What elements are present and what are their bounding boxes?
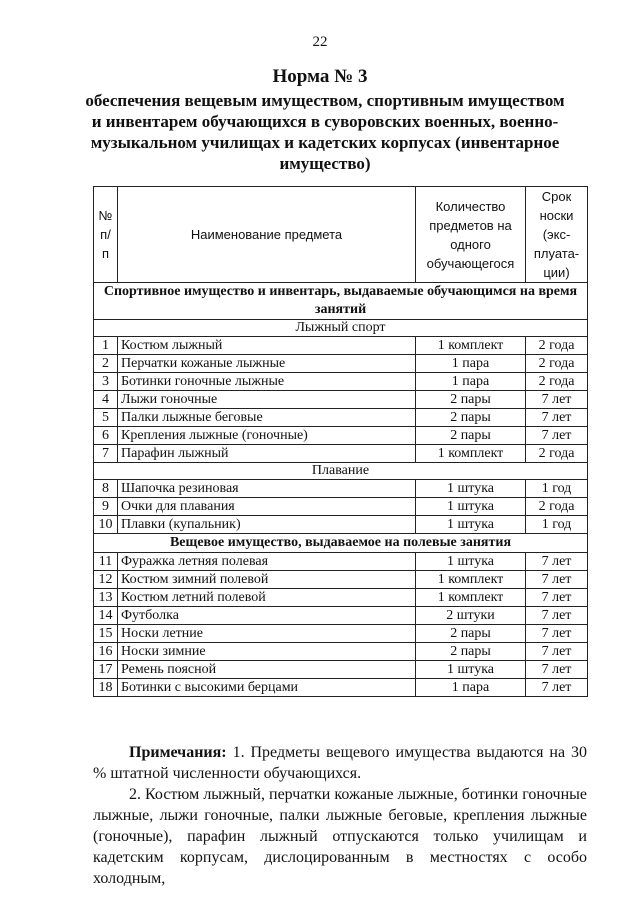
notes xyxy=(93,742,587,889)
table-row xyxy=(94,373,588,391)
section-sport-inventory-label: Спортивное имущество и инвентарь, выдаваемые обучающимся на время занятий xyxy=(94,283,588,320)
page-number: 22 xyxy=(312,34,328,50)
row-term: 1 год xyxy=(526,516,588,534)
table-row xyxy=(94,427,588,445)
notes-heading: Примечания: xyxy=(129,744,227,761)
row-quantity: 1 комплект xyxy=(416,589,526,607)
row-term: 2 года xyxy=(526,355,588,373)
row-number: 6 xyxy=(94,427,118,445)
row-term: 2 года xyxy=(526,337,588,355)
table-row xyxy=(94,409,588,427)
row-item-name: Ботинки гоночные лыжные xyxy=(118,373,416,391)
table-row xyxy=(94,445,588,463)
row-number: 9 xyxy=(94,498,118,516)
table-row xyxy=(94,589,588,607)
row-term: 7 лет xyxy=(526,625,588,643)
row-number: 1 xyxy=(94,337,118,355)
row-number: 15 xyxy=(94,625,118,643)
row-item-name: Ботинки с высокими берцами xyxy=(118,679,416,697)
row-quantity: 1 комплект xyxy=(416,571,526,589)
row-term: 2 года xyxy=(526,445,588,463)
row-quantity: 1 штука xyxy=(416,553,526,571)
row-quantity: 1 комплект xyxy=(416,337,526,355)
row-number: 4 xyxy=(94,391,118,409)
row-term: 1 год xyxy=(526,480,588,498)
row-item-name: Носки зимние xyxy=(118,643,416,661)
row-term: 7 лет xyxy=(526,661,588,679)
row-item-name: Лыжи гоночные xyxy=(118,391,416,409)
row-quantity: 2 штуки xyxy=(416,607,526,625)
row-quantity: 2 пары xyxy=(416,409,526,427)
row-term: 7 лет xyxy=(526,643,588,661)
subsection-swimming xyxy=(94,463,588,480)
document-title: Норма № 3 xyxy=(272,66,368,87)
row-item-name: Шапочка резиновая xyxy=(118,480,416,498)
row-number: 14 xyxy=(94,607,118,625)
note-1-text: 1. Предметы вещевого имущества выдаются на 30 % штатной численности обучающихся. xyxy=(93,744,588,782)
table-row xyxy=(94,571,588,589)
row-quantity: 1 штука xyxy=(416,661,526,679)
table-row xyxy=(94,661,588,679)
row-item-name: Ремень поясной xyxy=(118,661,416,679)
table-row xyxy=(94,498,588,516)
row-item-name: Очки для плавания xyxy=(118,498,416,516)
table-row xyxy=(94,391,588,409)
row-item-name: Палки лыжные беговые xyxy=(118,409,416,427)
row-item-name: Перчатки кожаные лыжные xyxy=(118,355,416,373)
row-quantity: 1 комплект xyxy=(416,445,526,463)
row-number: 10 xyxy=(94,516,118,534)
row-item-name: Футболка xyxy=(118,607,416,625)
table-row xyxy=(94,355,588,373)
row-item-name: Костюм лыжный xyxy=(118,337,416,355)
table-row xyxy=(94,516,588,534)
row-number: 13 xyxy=(94,589,118,607)
row-quantity: 1 пара xyxy=(416,355,526,373)
row-number: 17 xyxy=(94,661,118,679)
row-term: 7 лет xyxy=(526,589,588,607)
row-quantity: 1 штука xyxy=(416,516,526,534)
header-term: Срок носки (экс-плуата-ции) xyxy=(526,187,588,283)
table-row xyxy=(94,480,588,498)
row-term: 7 лет xyxy=(526,553,588,571)
table-row xyxy=(94,337,588,355)
row-item-name: Парафин лыжный xyxy=(118,445,416,463)
row-number: 2 xyxy=(94,355,118,373)
row-quantity: 2 пары xyxy=(416,625,526,643)
row-term: 7 лет xyxy=(526,607,588,625)
row-number: 8 xyxy=(94,480,118,498)
table-row xyxy=(94,643,588,661)
section-field-clothing xyxy=(94,534,588,553)
row-quantity: 2 пары xyxy=(416,391,526,409)
row-item-name: Носки летние xyxy=(118,625,416,643)
row-number: 7 xyxy=(94,445,118,463)
header-qty: Количество предметов на одного обучающегося xyxy=(416,187,526,283)
table-row xyxy=(94,625,588,643)
row-item-name: Костюм зимний полевой xyxy=(118,571,416,589)
row-term: 7 лет xyxy=(526,571,588,589)
table-row xyxy=(94,607,588,625)
table-row xyxy=(94,553,588,571)
row-number: 3 xyxy=(94,373,118,391)
subsection-skiing xyxy=(94,320,588,337)
note-1 xyxy=(93,742,587,784)
row-term: 7 лет xyxy=(526,409,588,427)
row-term: 2 года xyxy=(526,498,588,516)
row-item-name: Фуражка летняя полевая xyxy=(118,553,416,571)
section-sport-inventory xyxy=(94,283,588,320)
row-quantity: 1 пара xyxy=(416,373,526,391)
note-2: 2. Костюм лыжный, перчатки кожаные лыжные, ботинки гоночные лыжные, лыжи гоночные, палки лыжные беговые, крепления лыжные (гоночные), парафин лыжный отпускаются только училищам и кадетским корпусам, дислоцированным в местностях с особо холодным, xyxy=(93,786,587,887)
header-num: № п/п xyxy=(94,187,118,283)
row-item-name: Плавки (купальник) xyxy=(118,516,416,534)
row-quantity: 1 пара xyxy=(416,679,526,697)
row-quantity: 2 пары xyxy=(416,643,526,661)
row-number: 18 xyxy=(94,679,118,697)
document-subtitle: обеспечения вещевым имуществом, спортивным имуществом и инвентарем обучающихся в суворовских военных, военно-музыкальном училищах и кадетских корпусах (инвентарное имущество) xyxy=(85,91,565,173)
row-term: 7 лет xyxy=(526,679,588,697)
row-number: 11 xyxy=(94,553,118,571)
row-number: 5 xyxy=(94,409,118,427)
row-item-name: Крепления лыжные (гоночные) xyxy=(118,427,416,445)
row-number: 16 xyxy=(94,643,118,661)
row-term: 7 лет xyxy=(526,427,588,445)
row-item-name: Костюм летний полевой xyxy=(118,589,416,607)
row-number: 12 xyxy=(94,571,118,589)
row-quantity: 1 штука xyxy=(416,498,526,516)
header-name: Наименование предмета xyxy=(118,187,416,283)
subsection-skiing-label: Лыжный спорт xyxy=(94,320,588,337)
row-term: 7 лет xyxy=(526,391,588,409)
table-row xyxy=(94,679,588,697)
row-quantity: 2 пары xyxy=(416,427,526,445)
norm-table xyxy=(93,186,588,697)
row-quantity: 1 штука xyxy=(416,480,526,498)
subsection-swimming-label: Плавание xyxy=(94,463,588,480)
row-term: 2 года xyxy=(526,373,588,391)
table-header-row xyxy=(94,187,588,283)
section-field-clothing-label: Вещевое имущество, выдаваемое на полевые занятия xyxy=(94,534,588,553)
